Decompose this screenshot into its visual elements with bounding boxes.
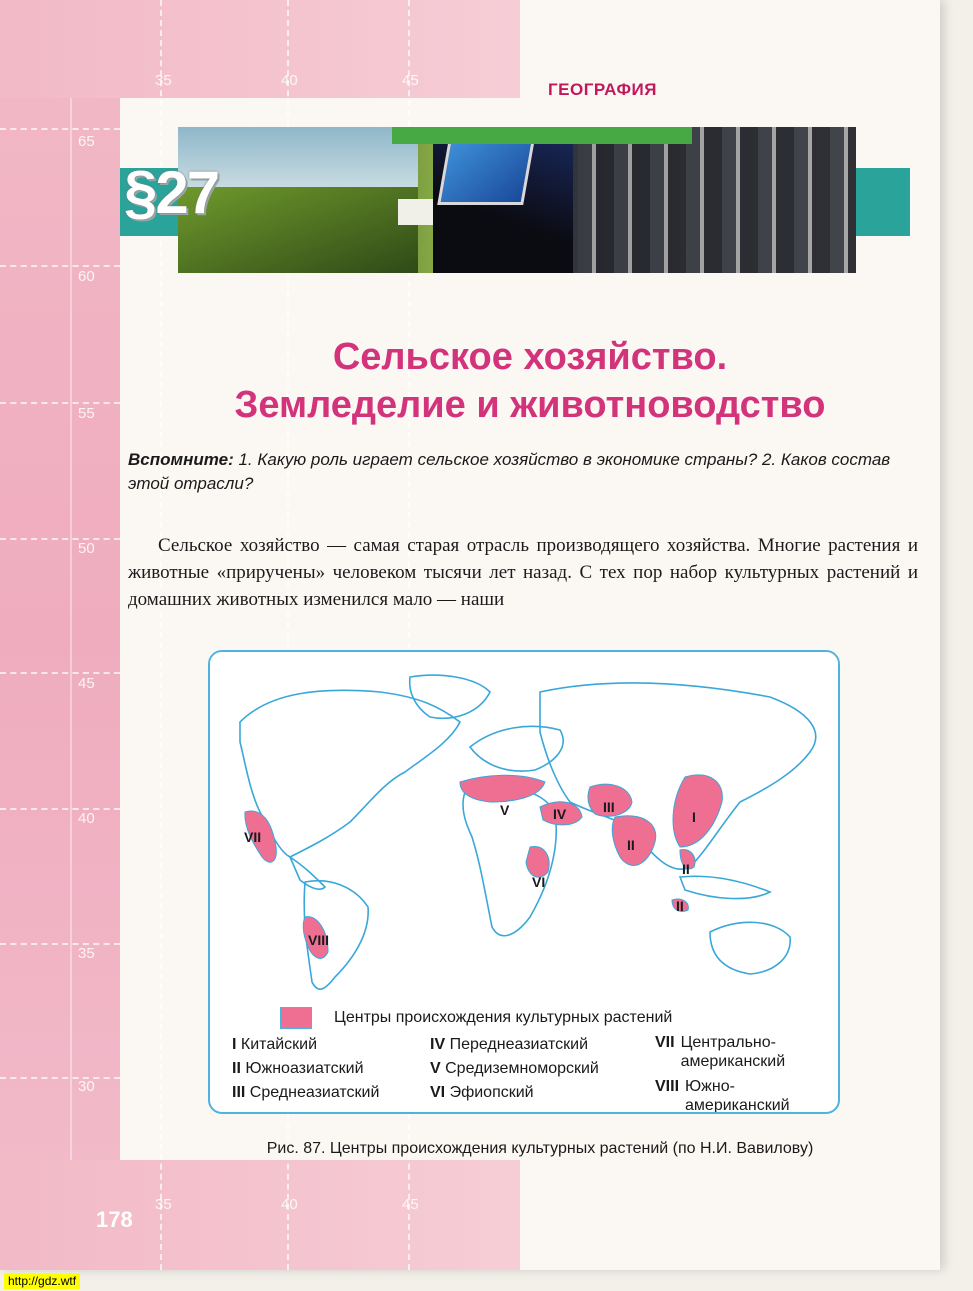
legend-name: Переднеазиатский xyxy=(449,1036,589,1053)
center-label-I: I xyxy=(692,809,696,825)
central-america-outline xyxy=(290,857,325,889)
legend-roman: V xyxy=(430,1060,441,1077)
center-region-VI xyxy=(526,847,549,878)
legend-item xyxy=(655,1077,835,1114)
legend-column-1 xyxy=(232,1033,379,1105)
grid-line xyxy=(0,265,120,267)
legend-item xyxy=(430,1033,599,1057)
legend-roman: VIII xyxy=(655,1078,680,1095)
legend-column-2 xyxy=(430,1033,599,1105)
left-decorative-band xyxy=(0,0,120,1270)
legend-name: Среднеазиатский xyxy=(249,1084,380,1101)
grid-label: 30 xyxy=(78,1078,95,1095)
legend-roman: III xyxy=(232,1084,246,1101)
section-number: §27 xyxy=(124,159,219,226)
legend-roman: I xyxy=(232,1036,237,1053)
legend-roman: VII xyxy=(655,1034,675,1051)
center-label-V: V xyxy=(500,802,510,818)
page-title xyxy=(150,333,910,429)
center-label-VI: VI xyxy=(532,874,546,890)
legend-name: Средиземноморский xyxy=(445,1060,599,1077)
figure-caption: Рис. 87. Центры происхождения культурных растений (по Н.И. Вавилову) xyxy=(266,1140,814,1157)
grid-label: 40 xyxy=(281,72,298,89)
grid-label: 55 xyxy=(78,405,95,422)
legend-title: Центры происхождения культурных растений xyxy=(334,1009,673,1026)
subject-label: ГЕОГРАФИЯ xyxy=(548,80,657,99)
legend-item xyxy=(232,1033,379,1057)
legend-name: Эфиопский xyxy=(449,1084,534,1101)
banner-house xyxy=(398,199,438,225)
legend-item xyxy=(655,1033,835,1071)
bottom-decorative-band xyxy=(0,1160,520,1270)
grid-line xyxy=(0,672,120,674)
remember-block xyxy=(128,448,898,496)
title-line-2: Земледелие и животноводство xyxy=(234,384,826,426)
grid-label: 50 xyxy=(78,540,95,557)
grid-line xyxy=(0,128,120,130)
center-swatch xyxy=(280,1007,312,1029)
grid-label: 40 xyxy=(281,1196,298,1213)
legend-item xyxy=(430,1057,599,1081)
legend-name: Южноазиатский xyxy=(245,1060,364,1077)
remember-text: 1. Какую роль играет сельское хозяйство в экономике страны? 2. Каков состав этой отрасли? xyxy=(128,450,891,493)
legend-item xyxy=(232,1057,379,1081)
grid-line xyxy=(0,808,120,810)
legend-item xyxy=(232,1081,379,1105)
center-regions xyxy=(245,775,722,958)
grid-label: 40 xyxy=(78,810,95,827)
green-accent-strip xyxy=(392,127,692,144)
center-label-VIII: VIII xyxy=(308,932,330,948)
center-region-V xyxy=(460,775,545,802)
remember-label: Вспомните: xyxy=(128,450,234,469)
legend-name: Китайский xyxy=(240,1036,318,1053)
legend-roman: IV xyxy=(430,1036,446,1053)
top-decorative-band xyxy=(0,0,520,98)
banner-laptop-screen xyxy=(437,139,535,205)
center-label-II: II xyxy=(627,837,635,853)
grid-label: 65 xyxy=(78,133,95,150)
greenland-outline xyxy=(410,675,490,718)
grid-label: 35 xyxy=(155,1196,172,1213)
body-paragraph: Сельское хозяйство — самая старая отрасль производящего хозяйства. Многие растения и животные «приручены» человеком тысячи лет назад. С тех пор набор культурных растений и домашних животных изменился мало — наши xyxy=(128,535,918,610)
section-banner-image xyxy=(178,127,856,273)
legend-item xyxy=(430,1081,599,1105)
center-label-III: III xyxy=(603,799,615,815)
page-number: 178 xyxy=(96,1207,133,1232)
grid-label: 35 xyxy=(78,945,95,962)
legend-title-row xyxy=(280,1007,672,1029)
figure-map-frame xyxy=(208,650,840,1114)
source-watermark[interactable]: http://gdz.wtf xyxy=(4,1273,80,1289)
indonesia-outline xyxy=(680,876,770,898)
title-line-1: Сельское хозяйство. xyxy=(332,336,728,378)
center-label-VII: VII xyxy=(244,829,262,845)
grid-label: 45 xyxy=(402,1196,419,1213)
map-legend xyxy=(210,999,838,1112)
legend-name: Центрально-американский xyxy=(680,1034,786,1070)
center-label-IV: IV xyxy=(553,806,567,822)
grid-label: 45 xyxy=(78,675,95,692)
legend-name: Южно-американский xyxy=(685,1078,790,1114)
legend-roman: VI xyxy=(430,1084,446,1101)
banner-barn xyxy=(578,127,856,273)
grid-line xyxy=(0,538,120,540)
grid-label: 45 xyxy=(402,72,419,89)
grid-label: 60 xyxy=(78,268,95,285)
grid-label: 35 xyxy=(155,72,172,89)
australia-outline xyxy=(710,922,790,974)
grid-line xyxy=(0,1077,120,1079)
center-label-II: II xyxy=(676,898,684,914)
grid-line xyxy=(0,943,120,945)
center-label-II: II xyxy=(682,861,690,877)
legend-column-3 xyxy=(655,1033,835,1114)
grid-line xyxy=(0,402,120,404)
world-map xyxy=(210,652,838,997)
legend-roman: II xyxy=(232,1060,241,1077)
